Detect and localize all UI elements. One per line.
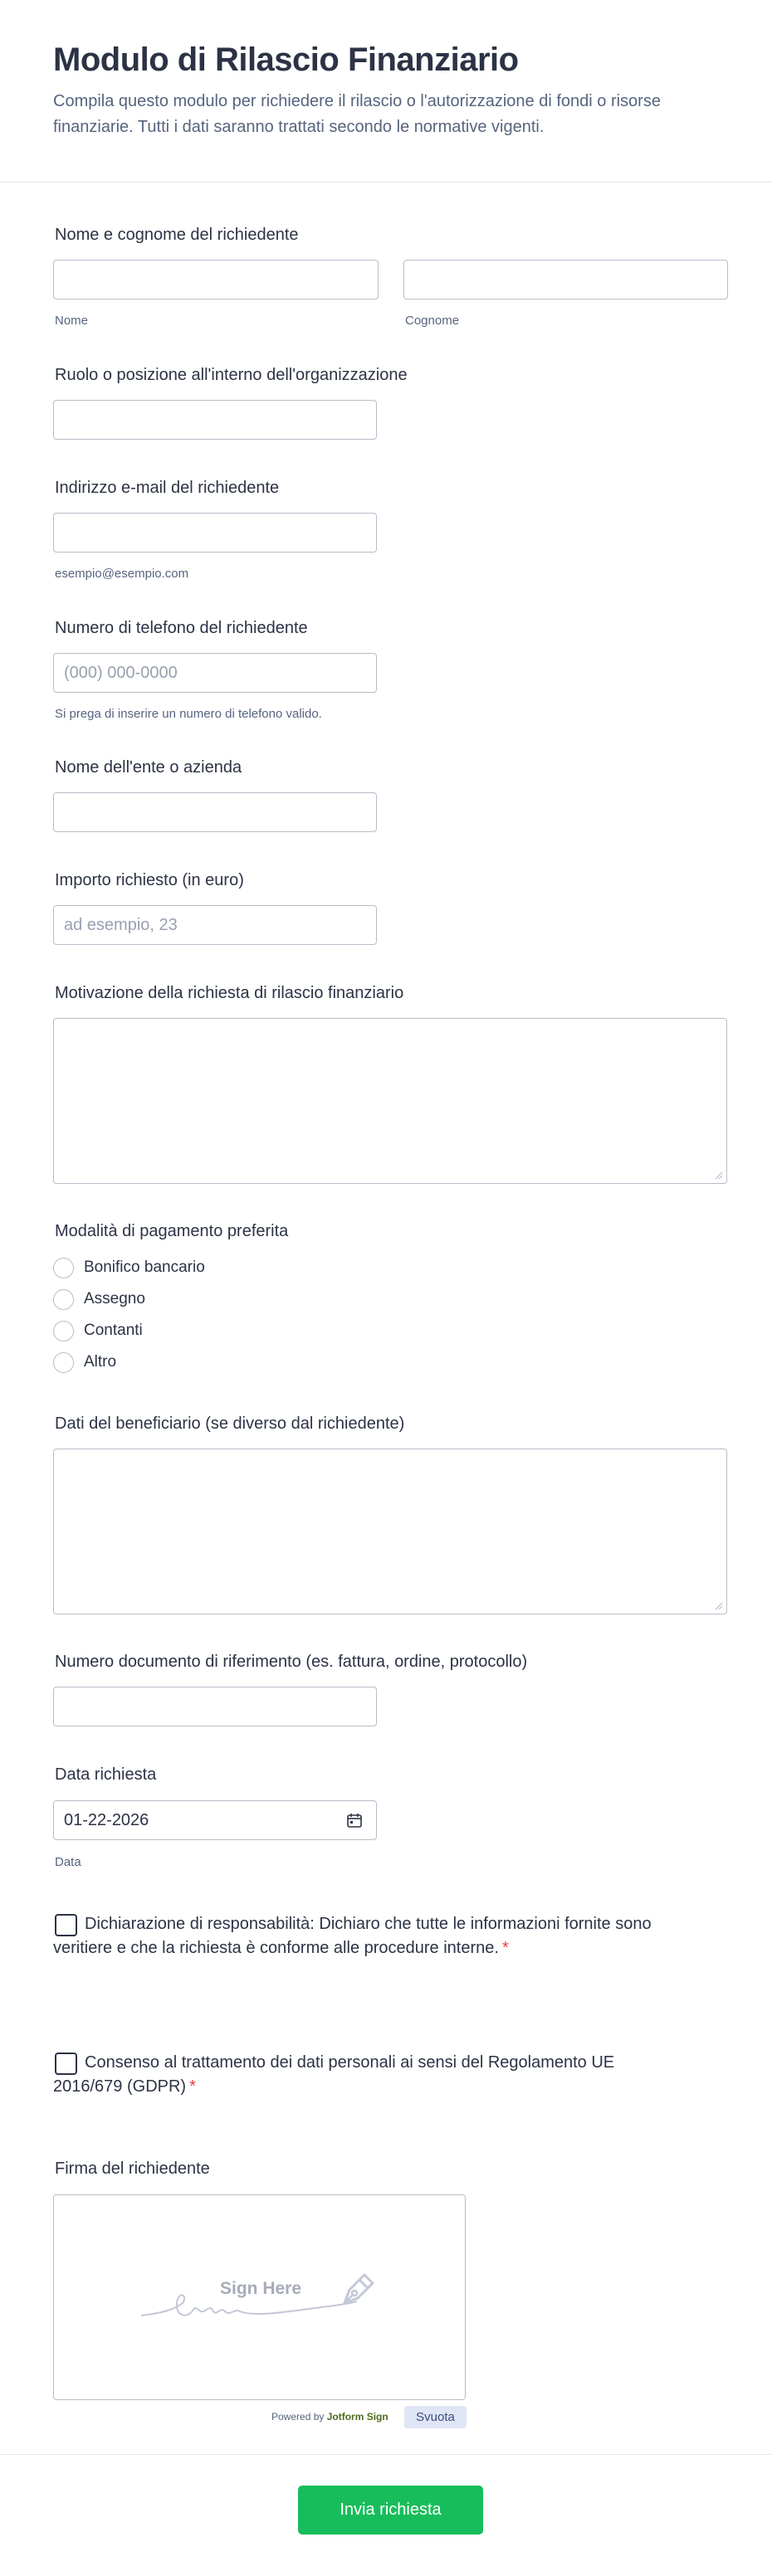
motivation-textarea[interactable]	[53, 1018, 727, 1184]
calendar-icon[interactable]	[346, 1812, 363, 1829]
payment-option-altro[interactable]	[53, 1351, 116, 1374]
last-name-sublabel: Cognome	[405, 314, 460, 328]
phone-input[interactable]	[53, 653, 377, 693]
date-field[interactable]	[53, 1800, 375, 1840]
radio-label: Contanti	[84, 1322, 143, 1339]
amount-input[interactable]	[53, 905, 377, 945]
phone-sublabel: Si prega di inserire un numero di telefono valido.	[55, 707, 322, 721]
email-sublabel: esempio@esempio.com	[55, 567, 189, 581]
required-mark: *	[189, 2077, 196, 2096]
payment-label: Modalità di pagamento preferita	[55, 1222, 289, 1240]
resize-grip-icon[interactable]	[715, 1602, 723, 1610]
amount-label: Importo richiesto (in euro)	[55, 871, 244, 889]
date-input[interactable]	[53, 1800, 377, 1840]
footer-divider	[0, 2454, 772, 2455]
payment-option-assegno[interactable]	[53, 1288, 145, 1311]
radio-label: Bonifico bancario	[84, 1259, 205, 1276]
payment-option-bonifico[interactable]	[53, 1256, 205, 1279]
declaration-label: Dichiarazione di responsabilità: Dichiaro che tutte le informazioni fornite sono veritiere e che la richiesta è conforme alle procedure interne.	[53, 1915, 652, 1957]
consent-text	[53, 2051, 667, 2099]
pen-nib-icon	[338, 2272, 376, 2310]
submit-button[interactable]: Invia richiesta	[298, 2486, 483, 2535]
signature-pad[interactable]	[53, 2194, 466, 2400]
email-label: Indirizzo e-mail del richiedente	[55, 479, 280, 497]
radio-circle[interactable]	[53, 1352, 74, 1373]
resize-grip-icon[interactable]	[715, 1171, 723, 1180]
email-input[interactable]	[53, 513, 377, 553]
company-input[interactable]	[53, 792, 377, 832]
company-label: Nome dell'ente o azienda	[55, 758, 242, 777]
beneficiary-label: Dati del beneficiario (se diverso dal richiedente)	[55, 1415, 405, 1433]
required-mark: *	[501, 1939, 509, 1957]
phone-label: Numero di telefono del richiedente	[55, 619, 308, 637]
consent-label: Consenso al trattamento dei dati personali ai sensi del Regolamento UE 2016/679 (GDPR)	[53, 2053, 615, 2096]
first-name-sublabel: Nome	[55, 314, 89, 328]
last-name-input[interactable]	[403, 260, 728, 299]
first-name-input[interactable]	[53, 260, 379, 299]
signature-label: Firma del richiedente	[55, 2160, 210, 2178]
powered-brand[interactable]: Jotform Sign	[326, 2411, 388, 2423]
radio-circle[interactable]	[53, 1258, 74, 1278]
role-input[interactable]	[53, 400, 377, 440]
radio-circle[interactable]	[53, 1289, 74, 1310]
sign-here-text: Sign Here	[220, 2279, 302, 2298]
form-header	[0, 0, 772, 183]
role-label: Ruolo o posizione all'interno dell'organizzazione	[55, 366, 408, 384]
date-sublabel: Data	[55, 1855, 81, 1869]
radio-label: Altro	[84, 1353, 117, 1371]
payment-option-contanti[interactable]	[53, 1319, 143, 1342]
reference-label: Numero documento di riferimento (es. fattura, ordine, protocollo)	[55, 1653, 528, 1671]
radio-circle[interactable]	[53, 1321, 74, 1342]
date-label: Data richiesta	[55, 1765, 157, 1784]
powered-prefix: Powered by	[271, 2411, 325, 2423]
form-title: Modulo di Rilascio Finanziario	[53, 41, 519, 78]
motivation-label: Motivazione della richiesta di rilascio finanziario	[55, 984, 404, 1002]
declaration-text	[53, 1912, 667, 1960]
clear-signature-button[interactable]: Svuota	[404, 2406, 467, 2428]
radio-label: Assegno	[84, 1290, 145, 1307]
name-label: Nome e cognome del richiedente	[55, 226, 299, 244]
powered-by-text	[271, 2411, 388, 2423]
beneficiary-textarea[interactable]	[53, 1449, 727, 1614]
reference-input[interactable]	[53, 1687, 377, 1726]
form-subtitle: Compila questo modulo per richiedere il rilascio o l'autorizzazione di fondi o risorse finanziarie. Tutti i dati saranno trattati secondo le normative vigenti.	[53, 92, 661, 136]
